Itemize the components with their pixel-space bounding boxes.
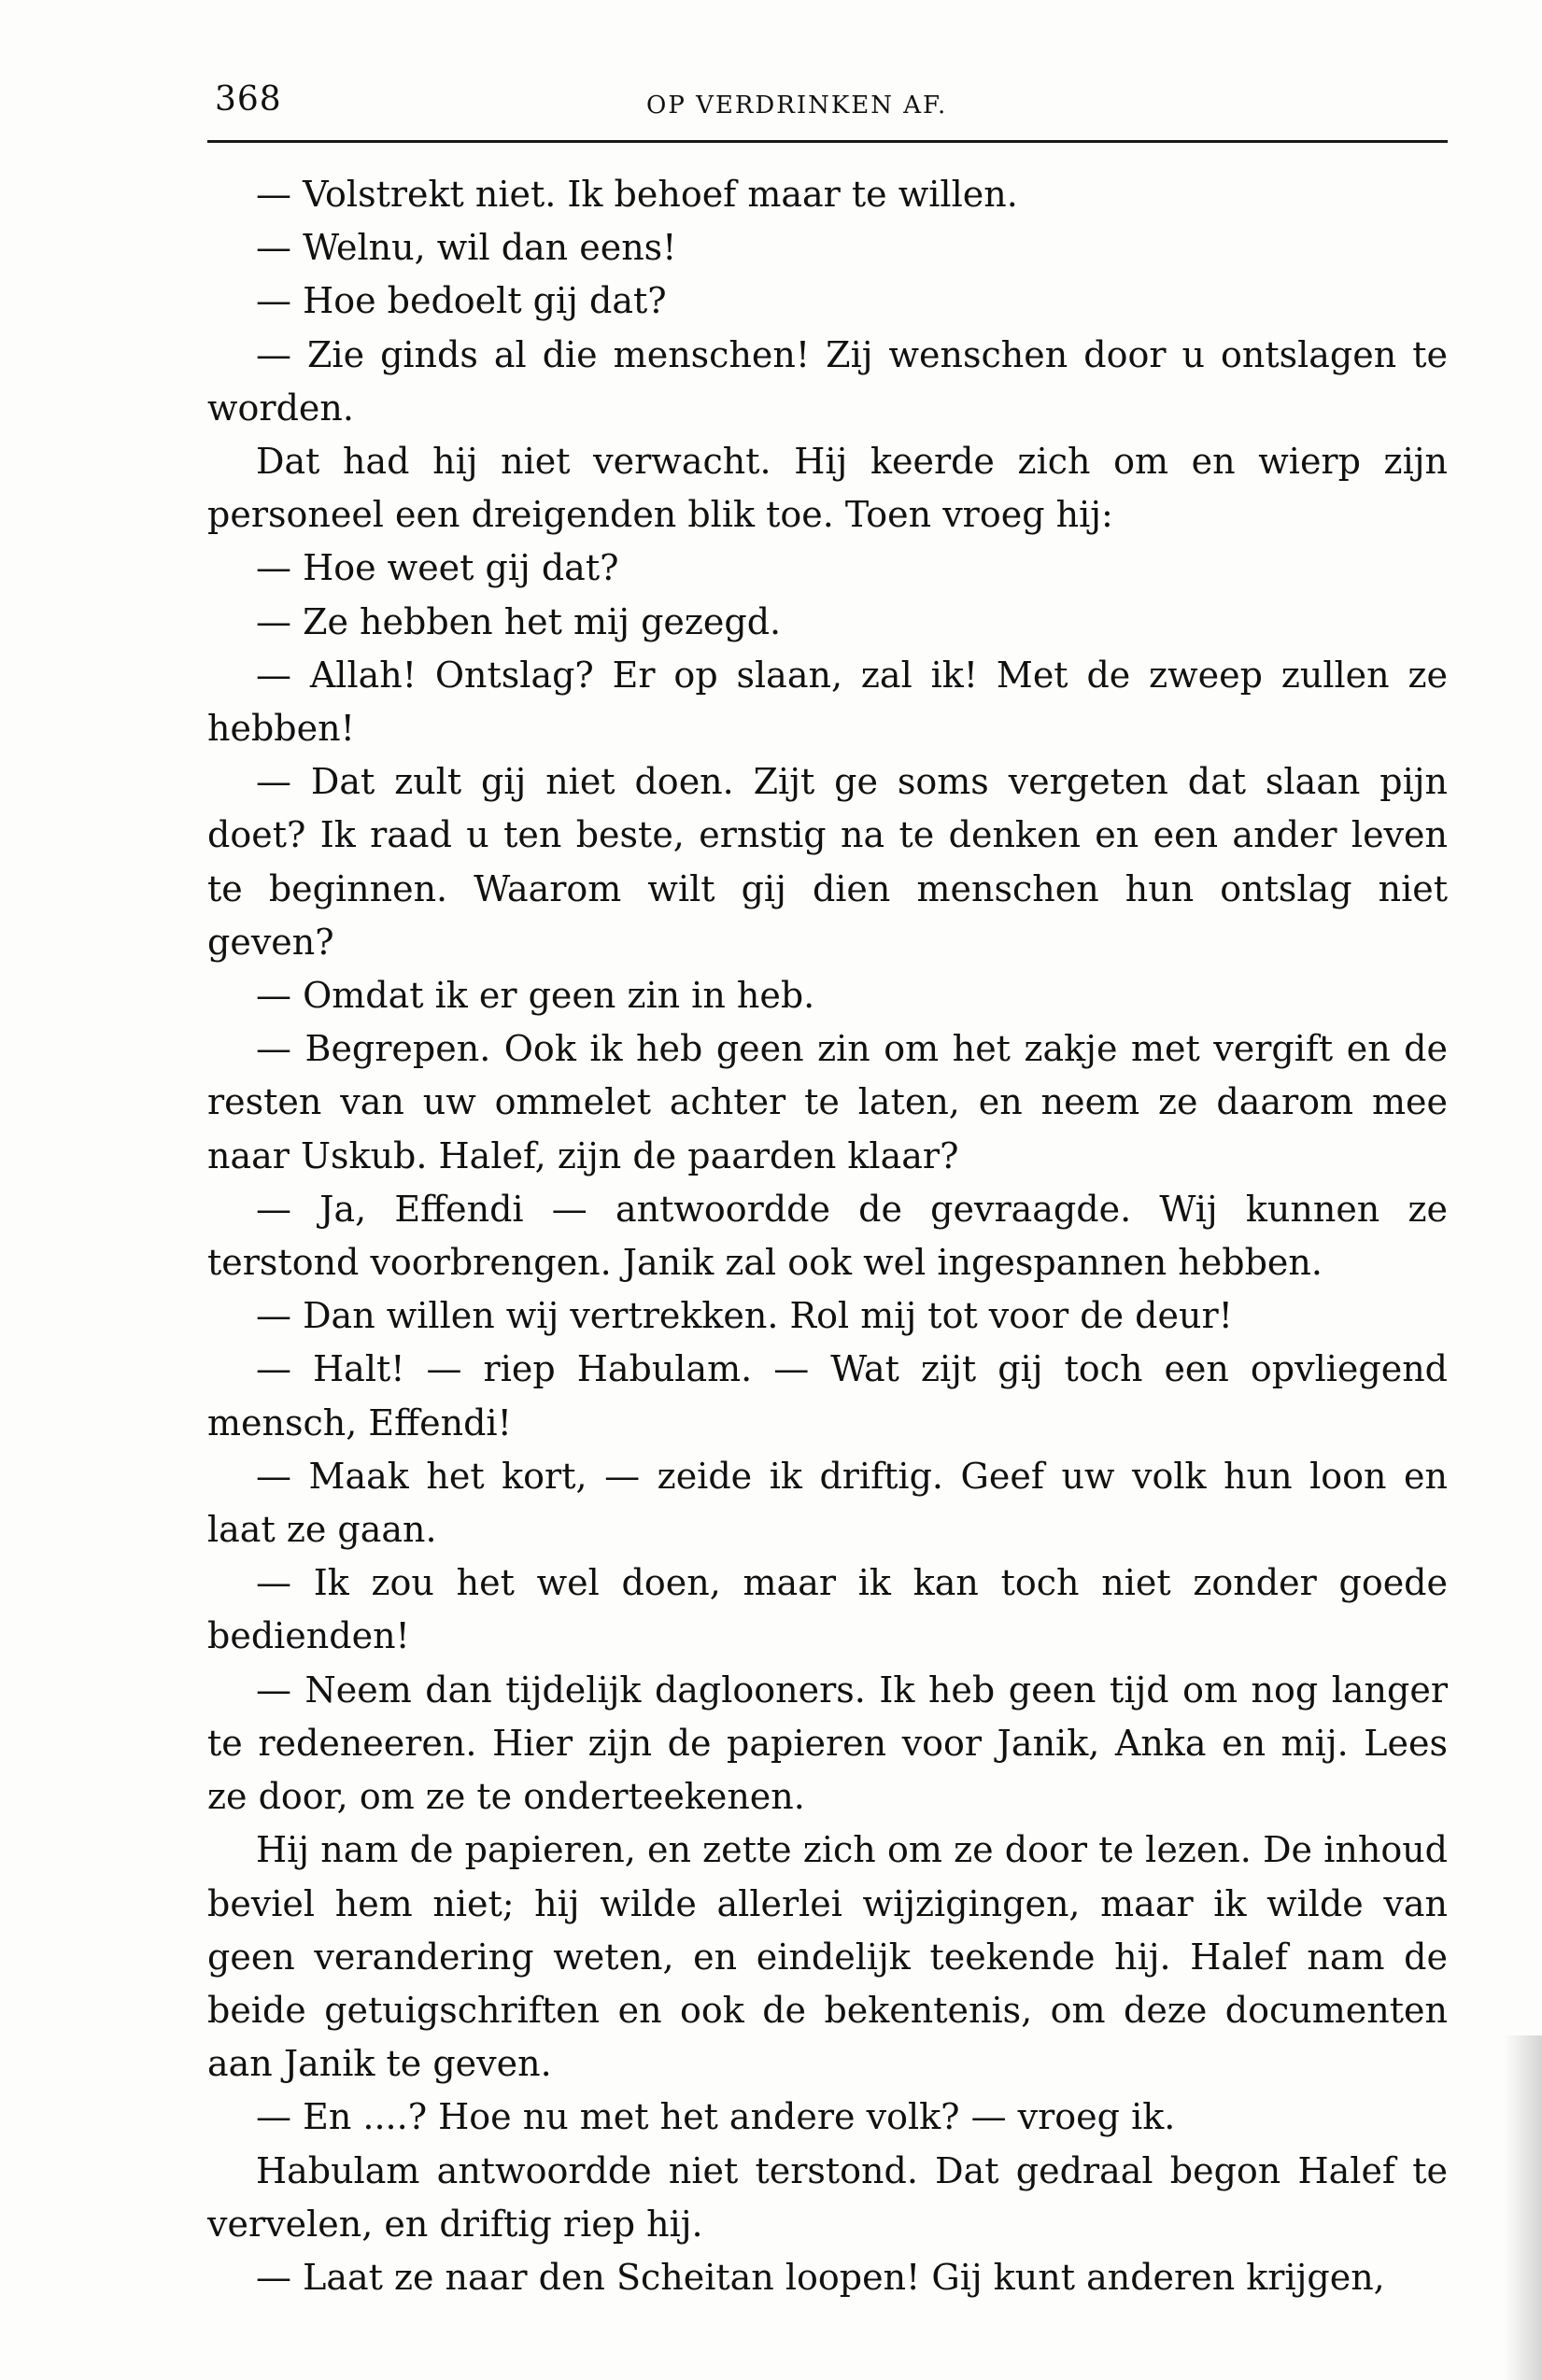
body-text [207,168,1448,2304]
paragraph: — Omdat ik er geen zin in heb. [256,975,815,1017]
paragraph: Hij nam de papieren, en zette zich om ze door te lezen. De inhoud beviel hem niet; hij wilde allerlei wijzigingen, maar ik wilde van geen verandering weten, en eindelijk teekende hij. Halef nam de beide getuigschriften en ook de bekentenis, om deze documenten aan Janik te geven. [207,1829,1448,2085]
running-title: OP VERDRINKEN AF. [646,92,948,120]
paragraph: — Ze hebben het mij gezegd. [256,600,782,642]
paragraph: — Zie ginds al die menschen! Zij wenschen door u ontslagen te worden. [207,333,1448,429]
paragraph: — Neem dan tijdelijk daglooners. Ik heb geen tijd om nog langer te redeneeren. Hier zijn de papieren voor Janik, Anka en mij. Lees ze door, om ze te onderteekenen. [207,1669,1448,1818]
paragraph: — Ik zou het wel doen, maar ik kan toch niet zonder goede bedienden! [207,1562,1448,1657]
page-edge-shadow [1505,2035,1542,2380]
paragraph: — Begrepen. Ook ik heb geen zin om het zakje met vergift en de resten van uw ommelet achter te laten, en neem ze daarom mee naar Uskub. Halef, zijn de paarden klaar? [207,1028,1448,1176]
paragraph: — Volstrekt niet. Ik behoef maar te willen. [256,174,1018,215]
paragraph: — Halt! — riep Habulam. — Wat zijt gij toch een opvliegend mensch, Effendi! [207,1348,1448,1443]
paragraph: — Laat ze naar den Scheitan loopen! Gij kunt anderen krijgen, [256,2256,1385,2298]
paragraph: — En ....? Hoe nu met het andere volk? — vroeg ik. [256,2096,1176,2138]
paragraph: — Hoe bedoelt gij dat? [256,280,667,322]
paragraph: Habulam antwoordde niet terstond. Dat gedraal begon Halef te vervelen, en driftig riep hij. [207,2149,1448,2245]
paragraph: — Allah! Ontslag? Er op slaan, zal ik! Met de zweep zullen ze hebben! [207,654,1448,750]
paragraph: — Welnu, wil dan eens! [256,227,677,269]
header-rule [207,140,1448,143]
paragraph: — Dat zult gij niet doen. Zijt ge soms vergeten dat slaan pijn doet? Ik raad u ten beste, ernstig na te denken en een ander leven te beginnen. Waarom wilt gij dien menschen hun ontslag niet geven? [207,761,1448,963]
page-header [207,80,1448,136]
paragraph: — Dan willen wij vertrekken. Rol mij tot voor de deur! [256,1295,1233,1337]
page-number: 368 [215,80,282,119]
paragraph: — Ja, Effendi — antwoordde de gevraagde. Wij kunnen ze terstond voorbrengen. Janik zal ook wel ingespannen hebben. [207,1188,1448,1284]
paragraph: — Hoe weet gij dat? [256,547,619,589]
paragraph: Dat had hij niet verwacht. Hij keerde zich om en wierp zijn personeel een dreigenden blik toe. Toen vroeg hij: [207,441,1448,536]
paragraph: — Maak het kort, — zeide ik driftig. Geef uw volk hun loon en laat ze gaan. [207,1455,1448,1551]
